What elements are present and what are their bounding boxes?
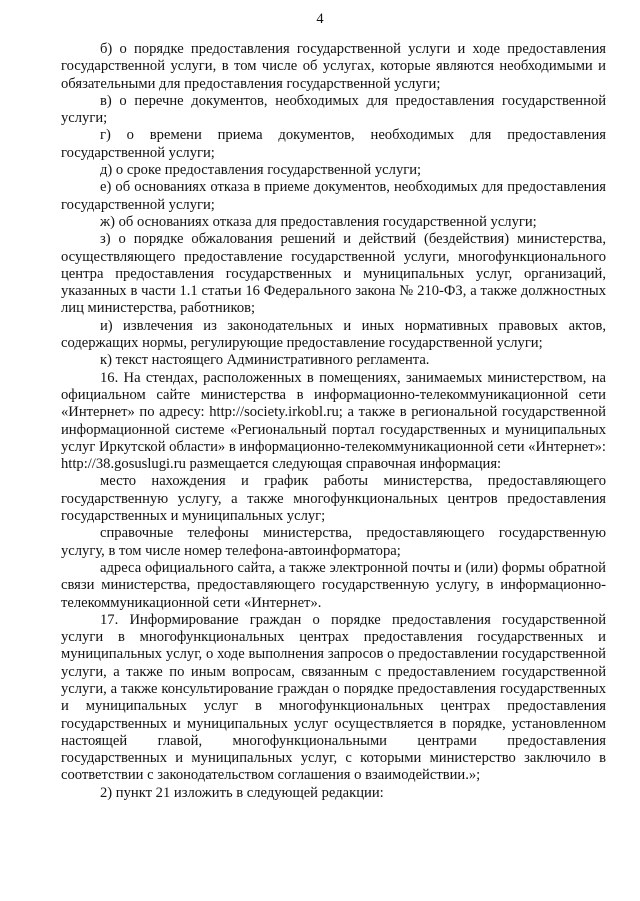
paragraph-location-schedule: место нахождения и график работы министерства, предоставляющего государственную услугу, а также многофункциональных центров предоставления государственных и муниципальных услуг; [61, 473, 606, 525]
paragraph-addresses: адреса официального сайта, а также электронной почты и (или) формы обратной связи министерства, предоставляющего государственную услугу, в информационно-телекоммуникационной сети «Интернет». [61, 559, 606, 611]
page-number: 4 [316, 11, 324, 27]
paragraph-item-b: б) о порядке предоставления государственной услуги и ходе предоставления государственной услуги, в том числе об услугах, которые являются необходимыми и обязательными для предоставления государственной услуги; [61, 41, 606, 92]
paragraph-item-e: е) об основаниях отказа в приеме документов, необходимых для предоставления государственной услуги; [61, 179, 606, 213]
paragraph-item-v: в) о перечне документов, необходимых для предоставления государственной услуги; [61, 92, 606, 127]
paragraph-item-d: д) о сроке предоставления государственной услуги; [100, 162, 422, 179]
document-body [61, 41, 606, 802]
paragraph-clause-16: 16. На стендах, расположенных в помещениях, занимаемых министерством, на официальном сайте министерства в информационно-телекоммуникационной сети «Интернет» по адресу: http://society.irkobl.ru; а также в региональной государственной информационной системе «Региональный портал государственных и муниципальных услуг Иркутской области» в информационно-телекоммуникационной сети «Интернет»: http://38.gosuslugi.ru размещается следующая справочная информация: [61, 369, 606, 473]
paragraph-item-k: к) текст настоящего Административного регламента. [100, 352, 430, 369]
paragraph-item-i: и) извлечения из законодательных и иных нормативных правовых актов, содержащих нормы, регулирующие предоставление государственной услуги; [61, 317, 606, 352]
paragraph-item-2: 2) пункт 21 изложить в следующей редакции: [100, 784, 384, 801]
paragraph-item-zh: ж) об основаниях отказа для предоставления государственной услуги; [100, 213, 537, 230]
paragraph-item-g: г) о времени приема документов, необходимых для предоставления государственной услуги; [61, 127, 606, 161]
paragraph-item-z: з) о порядке обжалования решений и действий (бездействия) министерства, осуществляющего предоставление государственной услуги, многофункционального центра предоставления государственных и муниципальных услуг, организаций, указанных в части 1.1 статьи 16 Федерального закона № 210-ФЗ, а также должностных лиц министерства, работников; [61, 231, 606, 317]
paragraph-phones: справочные телефоны министерства, предоставляющего государственную услугу, в том числе номер телефона-автоинформатора; [61, 525, 606, 559]
paragraph-clause-17: 17. Информирование граждан о порядке предоставления государственной услуги в многофункциональных центрах предоставления государственных и муниципальных услуг, о ходе выполнения запросов о предоставлении государственной услуги, а также по иным вопросам, связанным с предоставлением государственной услуги, а также консультирование граждан о порядке предоставления государственных и муниципальных услуг в многофункциональных центрах предоставления государственных и муниципальных услуг осуществляется в порядке, установленном настоящей главой, многофункциональными центрами предоставления государственных и муниципальных услуг, с которыми министерство заключило в соответствии с законодательством соглашения о взаимодействии.»; [61, 611, 606, 784]
